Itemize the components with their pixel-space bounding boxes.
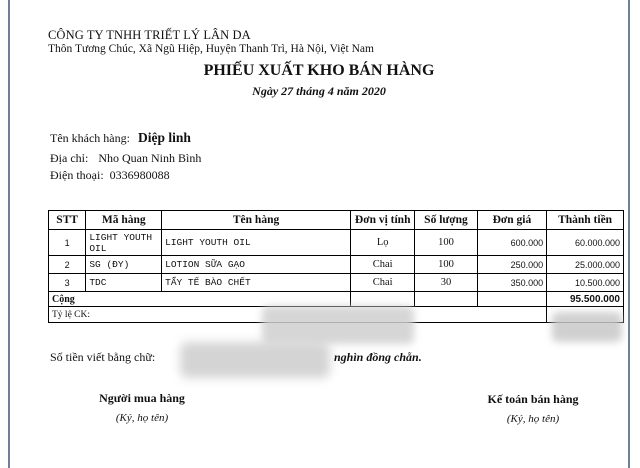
total-empty-unit: [351, 292, 415, 307]
customer-phone-value: 0336980088: [109, 168, 170, 182]
cell-unit: Lọ: [351, 230, 415, 256]
customer-address-value: Nho Quan Ninh Bình: [98, 151, 202, 165]
header-unit: Đơn vị tính: [351, 211, 415, 230]
accountant-signature: [468, 392, 598, 425]
cell-qty: 100: [415, 256, 477, 274]
customer-name-label: Tên khách hàng:: [50, 131, 130, 145]
cell-qty: 100: [415, 230, 477, 256]
table-row: [49, 274, 624, 292]
buyer-role: Người mua hàng: [99, 391, 185, 405]
document-title: PHIẾU XUẤT KHO BÁN HÀNG: [203, 62, 435, 79]
total-empty-qty: [415, 292, 477, 307]
customer-address-label: Địa chỉ:: [50, 151, 89, 165]
accountant-role: Kế toán bán hàng: [487, 392, 579, 406]
customer-name-row: [50, 130, 191, 146]
customer-phone-row: [50, 168, 170, 183]
redacted-area: [552, 312, 622, 342]
total-row: [49, 292, 624, 307]
redacted-area: [262, 306, 414, 344]
cell-stt: 3: [49, 274, 86, 292]
customer-address-row: [50, 151, 201, 166]
total-empty-price: [477, 292, 547, 307]
cell-stt: 2: [49, 256, 86, 274]
cell-code: TDC: [86, 274, 162, 292]
company-address: Thôn Tương Chúc, Xã Ngũ Hiệp, Huyện Thanh Trì, Hà Nội, Việt Nam: [48, 43, 374, 55]
header-code: Mã hàng: [86, 211, 162, 230]
header-qty: Số lượng: [415, 211, 477, 230]
buyer-hint: (Ký, họ tên): [115, 412, 169, 424]
amount-in-words-label: Số tiền viết bằng chữ:: [50, 350, 156, 364]
cell-amount: 60.000.000: [547, 230, 624, 256]
invoice-page: [12, 0, 626, 468]
header-name: Tên hàng: [162, 211, 351, 230]
customer-phone-label: Điện thoại:: [50, 168, 104, 182]
cell-amount: 10.500.000: [547, 274, 624, 292]
cell-price: 350.000: [477, 274, 547, 292]
total-amount: 95.500.000: [547, 292, 624, 307]
cell-code: SG (ĐY): [86, 256, 162, 274]
cell-name: LOTION SỮA GẠO: [162, 256, 351, 274]
total-label: Cộng: [49, 292, 351, 307]
cell-code: LIGHT YOUTH OIL: [86, 230, 162, 256]
cell-name: LIGHT YOUTH OIL: [162, 230, 351, 256]
amount-in-words-tail: nghìn đồng chẵn.: [334, 350, 422, 364]
cell-name: TẨY TẾ BÀO CHẾT: [162, 274, 351, 292]
redacted-area: [180, 342, 330, 378]
table-row: [49, 256, 624, 274]
cell-price: 600.000: [477, 230, 547, 256]
cell-amount: 25.000.000: [547, 256, 624, 274]
cell-stt: 1: [49, 230, 86, 256]
accountant-hint: (Ký, họ tên): [506, 413, 560, 425]
table-header-row: [49, 211, 624, 230]
table-row: [49, 230, 624, 256]
discount-label: Tỷ lệ CK:: [49, 307, 547, 323]
header-price: Đơn giá: [477, 211, 547, 230]
customer-name-value: Diệp linh: [137, 130, 191, 145]
header-amount: Thành tiền: [547, 211, 624, 230]
window-border-right: [628, 0, 630, 468]
cell-qty: 30: [415, 274, 477, 292]
cell-price: 250.000: [477, 256, 547, 274]
window-border-left: [8, 0, 10, 468]
cell-unit: Chai: [351, 256, 415, 274]
cell-unit: Chai: [351, 274, 415, 292]
buyer-signature: [82, 391, 202, 424]
header-stt: STT: [49, 211, 86, 230]
document-date: Ngày 27 tháng 4 năm 2020: [252, 84, 386, 98]
company-name: CÔNG TY TNHH TRIẾT LÝ LÂN DA: [48, 28, 251, 42]
